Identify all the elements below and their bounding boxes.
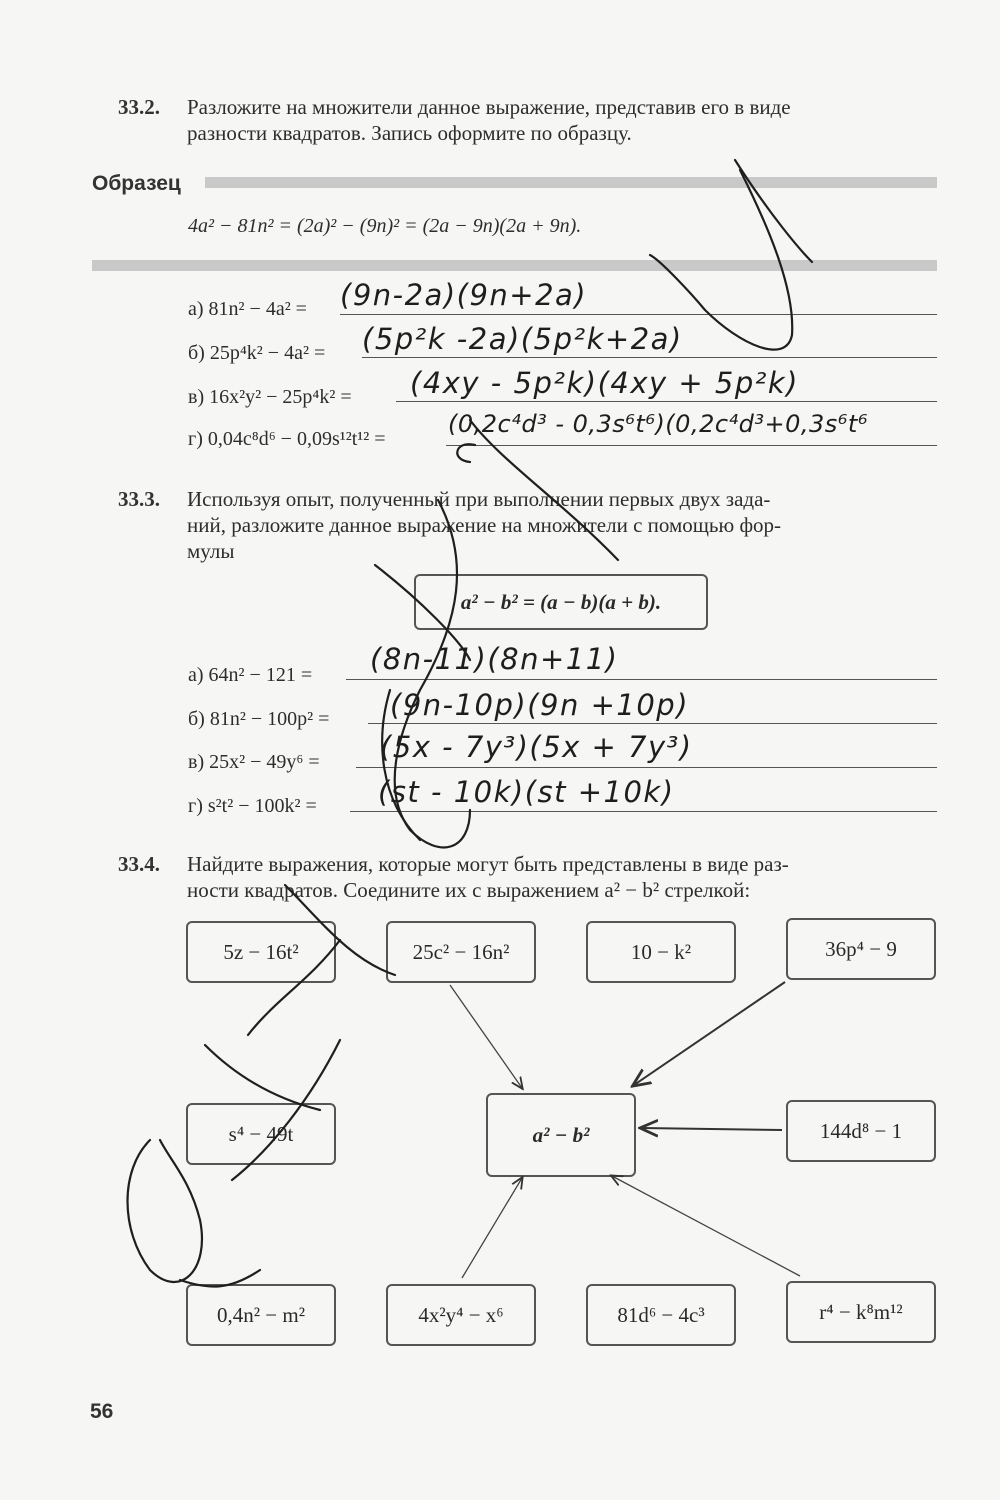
task-33-3-line-2: ний, разложите данное выражение на множители с помощью фор-: [187, 513, 782, 537]
exercise-33-2-v-answer: (4xy - 5p²k)(4xy + 5p²k): [410, 366, 799, 400]
formula-box: [414, 574, 708, 630]
exercise-33-2-a-prompt: а) 81n² − 4a² =: [188, 298, 307, 320]
task-33-2-line-2: разности квадратов. Запись оформите по образцу.: [187, 121, 632, 145]
exercise-33-3-g-prompt: г) s²t² − 100k² =: [188, 795, 317, 817]
task-33-4-line-1: Найдите выражения, которые могут быть представлены в виде раз-: [187, 852, 789, 876]
target-box-a2-b2[interactable]: [486, 1093, 636, 1177]
expression-box-4[interactable]: [786, 918, 936, 980]
page-number: 56: [90, 1400, 114, 1423]
arrow-from-box-2: [450, 985, 522, 1088]
exercise-33-3-v-answer: (5x - 7y³)(5x + 7y³): [380, 730, 693, 764]
expression-box-2[interactable]: [386, 921, 536, 983]
task-number-33-3: 33.3.: [118, 487, 160, 511]
task-33-4-line-2: ности квадратов. Соедините их с выражением a² − b² стрелкой:: [187, 878, 751, 902]
target-box-text: a² − b²: [532, 1122, 590, 1147]
answer-line: [396, 401, 937, 402]
sample-label: Образец: [92, 172, 187, 196]
exercise-33-3-g-answer: (st - 10k)(st +10k): [378, 775, 675, 809]
expression-box-3[interactable]: [586, 921, 736, 983]
answer-line: [346, 679, 937, 680]
expression-box-10[interactable]: [786, 1281, 936, 1343]
expression-box-4-text: 36p⁴ − 9: [825, 936, 897, 961]
expression-box-2-text: 25c² − 16n²: [412, 939, 510, 964]
arrow-from-box-8: [462, 1178, 522, 1278]
arrow-from-box-6: [642, 1128, 782, 1130]
expression-box-8[interactable]: [386, 1284, 536, 1346]
task-number-33-4: 33.4.: [118, 852, 160, 876]
exercise-33-2-b-answer: (5p²k -2a)(5p²k+2a): [362, 322, 683, 356]
expression-box-6-text: 144d⁸ − 1: [819, 1118, 903, 1143]
answer-line: [368, 723, 937, 724]
answer-line: [356, 767, 937, 768]
expression-box-9[interactable]: [586, 1284, 736, 1346]
sample-bottom-bar: [92, 260, 937, 271]
arrow-from-box-4: [634, 982, 785, 1085]
exercise-33-3-a-prompt: а) 64n² − 121 =: [188, 664, 313, 686]
exercise-33-3-v-prompt: в) 25x² − 49y⁶ =: [188, 751, 320, 773]
arrow-from-box-10: [612, 1176, 800, 1276]
exercise-33-2-g-answer: (0,2c⁴d³ - 0,3s⁶t⁶)(0,2c⁴d³+0,3s⁶t⁶: [448, 410, 868, 438]
answer-line: [350, 811, 937, 812]
expression-box-5-text: s⁴ − 49t: [228, 1121, 294, 1146]
exercise-33-2-g-prompt: г) 0,04c⁸d⁶ − 0,09s¹²t¹² =: [188, 428, 386, 450]
answer-line: [446, 445, 937, 446]
expression-box-3-text: 10 − k²: [630, 939, 692, 964]
exercise-33-3-a-answer: (8n-11)(8n+11): [370, 642, 619, 676]
expression-box-7-text: 0,4n² − m²: [216, 1302, 306, 1327]
sample-formula: 4a² − 81n² = (2a)² − (9n)² = (2a − 9n)(2a + 9n).: [188, 215, 582, 237]
expression-box-10-text: r⁴ − k⁸m¹²: [819, 1299, 903, 1324]
expression-box-7[interactable]: [186, 1284, 336, 1346]
expression-box-1-text: 5z − 16t²: [223, 939, 299, 964]
task-number-33-2: 33.2.: [118, 95, 160, 119]
task-33-3-line-1: Используя опыт, полученный при выполнении первых двух зада-: [187, 487, 771, 511]
exercise-33-2-a-answer: (9n-2a)(9n+2a): [340, 278, 588, 312]
exercise-33-2-b-prompt: б) 25p⁴k² − 4a² =: [188, 342, 326, 364]
expression-box-8-text: 4x²y⁴ − x⁶: [418, 1302, 504, 1327]
exercise-33-3-b-prompt: б) 81n² − 100p² =: [188, 708, 330, 730]
expression-box-1[interactable]: [186, 921, 336, 983]
sample-top-bar: [205, 177, 937, 188]
task-33-3-line-3: мулы: [187, 539, 235, 563]
exercise-33-3-b-answer: (9n-10p)(9n +10p): [390, 688, 690, 722]
expression-box-5[interactable]: [186, 1103, 336, 1165]
answer-line: [340, 314, 937, 315]
formula-box-text: a² − b² = (a − b)(a + b).: [460, 589, 662, 614]
expression-box-9-text: 81d⁶ − 4c³: [617, 1302, 705, 1327]
answer-line: [362, 357, 937, 358]
expression-box-6[interactable]: [786, 1100, 936, 1162]
task-33-2-line-1: Разложите на множители данное выражение, представив его в виде: [187, 95, 791, 119]
exercise-33-2-v-prompt: в) 16x²y² − 25p⁴k² =: [188, 386, 352, 408]
